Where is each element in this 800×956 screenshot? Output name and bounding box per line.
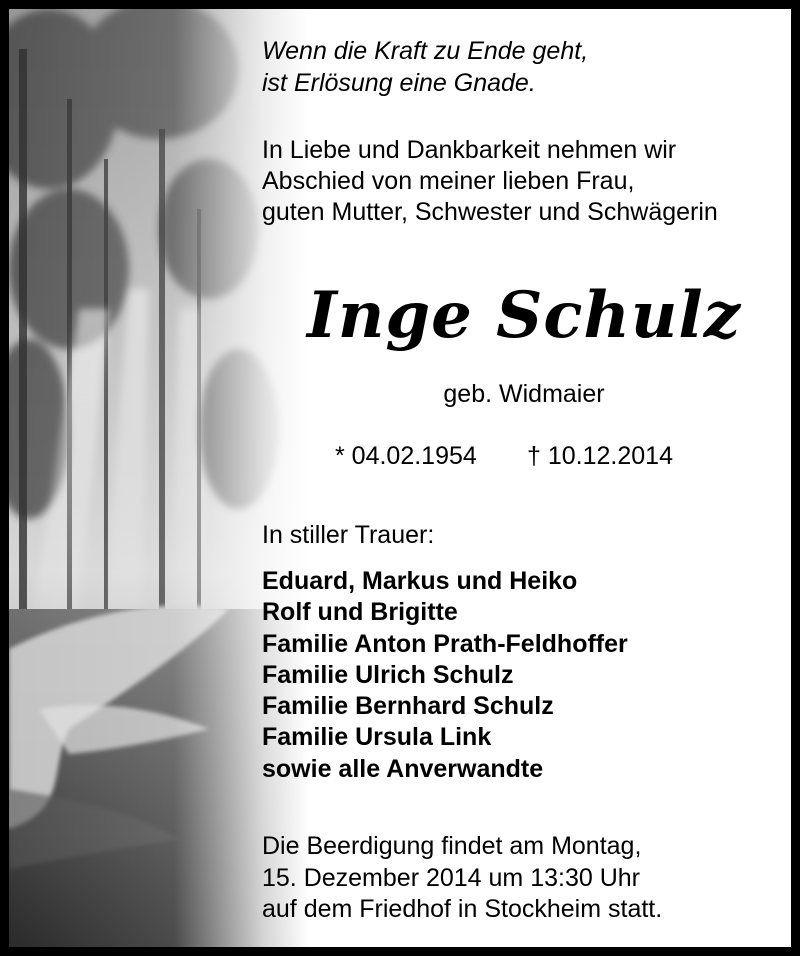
quote-line: ist Erlösung eine Gnade. — [262, 69, 536, 97]
mourner-entry: sowie alle Anverwandte — [262, 754, 544, 783]
maiden-name: geb. Widmaier — [443, 380, 605, 408]
death-date: † 10.12.2014 — [527, 442, 673, 470]
deceased-name: Inge Schulz — [306, 278, 742, 353]
mourners-label: In stiller Trauer: — [262, 521, 435, 549]
quote-line: Wenn die Kraft zu Ende geht, — [262, 37, 589, 65]
mourners-list — [262, 566, 628, 785]
birth-date: * 04.02.1954 — [335, 442, 477, 470]
quote — [262, 35, 588, 99]
funeral-line: 15. Dezember 2014 um 13:30 Uhr — [262, 863, 640, 892]
funeral-info — [262, 831, 662, 926]
mourner-entry: Familie Ulrich Schulz — [262, 660, 514, 689]
funeral-line: Die Beerdigung findet am Montag, — [262, 832, 642, 860]
funeral-line: auf dem Friedhof in Stockheim statt. — [262, 895, 663, 923]
intro-line: Abschied von meiner lieben Frau, — [262, 167, 635, 195]
mourner-entry: Familie Bernhard Schulz — [262, 692, 554, 721]
intro-line: In Liebe und Dankbarkeit nehmen wir — [262, 136, 677, 164]
intro-text — [262, 135, 718, 228]
mourner-entry: Rolf und Brigitte — [262, 598, 458, 627]
mourner-entry: Eduard, Markus und Heiko — [262, 567, 578, 595]
intro-line: guten Mutter, Schwester und Schwägerin — [262, 198, 718, 226]
mourner-entry: Familie Ursula Link — [262, 723, 492, 752]
mourner-entry: Familie Anton Prath-Feldhoffer — [262, 629, 628, 658]
